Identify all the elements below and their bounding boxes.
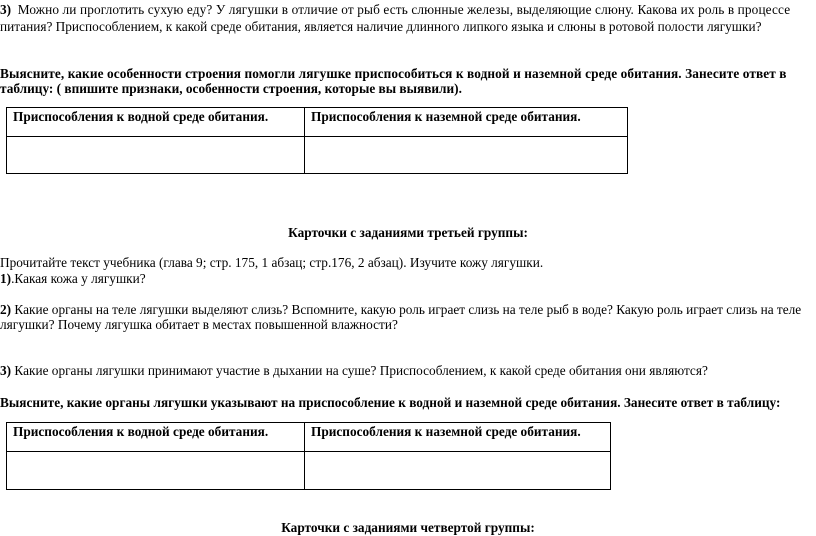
explain-paragraph-2: Выясните, какие органы лягушки указывают на приспособление к водной и наземной среде обитания. Занесите ответ в таблицу:: [0, 395, 781, 410]
question-3-text-line-2: питания? Приспособлением, к какой среде обитания, является наличие длинного липкого языка и слюны в ротовой полости лягушки?: [0, 19, 762, 34]
table-header-aquatic: Приспособления к водной среде обитания.: [7, 108, 305, 137]
explain-paragraph-1-line-1: Выясните, какие особенности строения помогли лягушке приспособиться к водной и наземной среде обитания. Занесите ответ в: [0, 66, 787, 81]
question-3b-number: 3): [0, 363, 12, 378]
question-1-number: 1): [0, 271, 12, 286]
question-3-number: 3): [0, 2, 12, 17]
question-3-text-line-1: Можно ли проглотить сухую еду? У лягушки в отличие от рыб есть слюнные железы, выделяющие слюну. Какова их роль в процессе: [17, 2, 791, 17]
question-1-text: .Какая кожа у лягушки?: [11, 271, 146, 286]
answer-table-1: [6, 107, 628, 174]
table-header-row: [7, 108, 628, 137]
group-4-title: Карточки с заданиями четвертой группы:: [281, 520, 535, 535]
instruction-text: Прочитайте текст учебника (глава 9; стр. 175, 1 абзац; стр.176, 2 абзац). Изучите кожу лягушки.: [0, 255, 544, 270]
question-3b-text: Какие органы лягушки принимают участие в дыхании на суше? Приспособлением, к какой среде обитания они являются?: [11, 363, 708, 378]
question-3b: [0, 362, 708, 379]
question-2-text-line-2: лягушки? Почему лягушка обитает в местах повышенной влажности?: [0, 317, 398, 332]
table-answer-row: [7, 137, 628, 174]
table-answer-cell-terrestrial[interactable]: [305, 137, 628, 174]
question-1: [0, 270, 146, 287]
table-header-aquatic: Приспособления к водной среде обитания.: [7, 423, 305, 452]
question-3-line-1: [0, 1, 816, 18]
table-header-terrestrial: Приспособления к наземной среде обитания.: [305, 108, 628, 137]
question-2-number: 2): [0, 302, 12, 317]
table-answer-cell-aquatic[interactable]: [7, 137, 305, 174]
question-2-text-line-1: Какие органы на теле лягушки выделяют слизь? Вспомните, какую роль играет слизь на теле рыб в воде? Какую роль играет слизь на теле: [11, 302, 802, 317]
table-header-row: [7, 423, 611, 452]
group-3-title: Карточки с заданиями третьей группы:: [288, 225, 528, 240]
table-header-terrestrial: Приспособления к наземной среде обитания.: [305, 423, 611, 452]
table-answer-cell-terrestrial[interactable]: [305, 452, 611, 490]
table-answer-cell-aquatic[interactable]: [7, 452, 305, 490]
table-answer-row: [7, 452, 611, 490]
explain-paragraph-1-line-2: таблицу: ( впишите признаки, особенности строения, которые вы выявили).: [0, 81, 462, 96]
answer-table-2: [6, 422, 611, 490]
